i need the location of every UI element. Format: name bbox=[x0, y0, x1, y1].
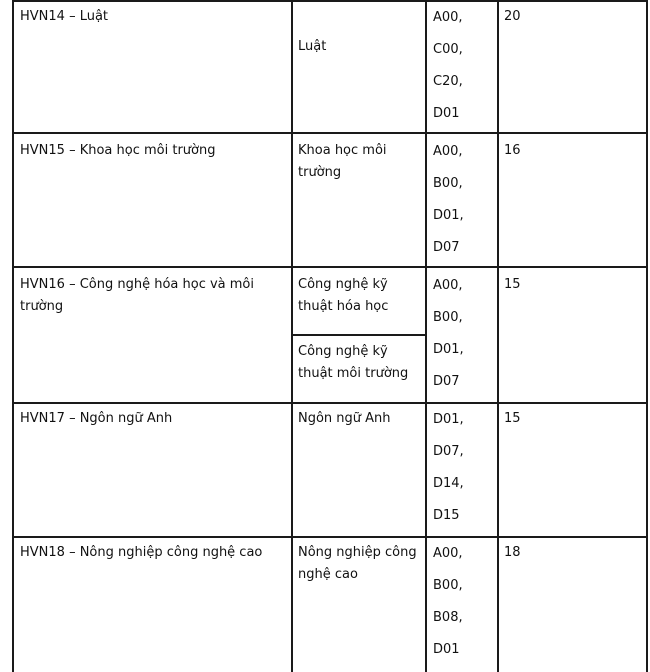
subject-code: D01 bbox=[433, 642, 460, 657]
program-cell: HVN14 – Luật bbox=[20, 9, 109, 24]
major-cell: Luật bbox=[298, 39, 327, 54]
score-cell: 18 bbox=[504, 545, 521, 560]
subject-code: C00, bbox=[433, 42, 463, 57]
subject-code: C20, bbox=[433, 74, 463, 89]
subject-code: A00, bbox=[433, 546, 463, 561]
subject-combo-cell bbox=[433, 538, 463, 666]
subject-code: B08, bbox=[433, 610, 463, 625]
subject-combo-cell bbox=[433, 136, 464, 264]
score-cell: 15 bbox=[504, 411, 521, 426]
subject-code: A00, bbox=[433, 10, 463, 25]
subject-code: A00, bbox=[433, 144, 463, 159]
subject-combo-cell bbox=[433, 404, 464, 532]
subject-code: D01, bbox=[433, 412, 464, 427]
score-cell: 16 bbox=[504, 143, 521, 158]
subject-code: D15 bbox=[433, 508, 460, 523]
subject-code: D01, bbox=[433, 208, 464, 223]
subject-code: D01 bbox=[433, 106, 460, 121]
major-cell: Khoa học môi trường bbox=[298, 143, 387, 180]
subject-code: B00, bbox=[433, 176, 463, 191]
major-cell: Công nghệ kỹ thuật môi trường bbox=[298, 344, 409, 381]
subject-code: D07 bbox=[433, 374, 460, 389]
major-cell: Công nghệ kỹ thuật hóa học bbox=[298, 277, 389, 314]
major-cell: Nông nghiệp công nghệ cao bbox=[298, 545, 417, 582]
subject-code: B00, bbox=[433, 578, 463, 593]
score-cell: 15 bbox=[504, 277, 521, 292]
subject-code: A00, bbox=[433, 278, 463, 293]
program-cell: HVN16 – Công nghệ hóa học và môi trường bbox=[20, 277, 254, 314]
subject-code: D07 bbox=[433, 240, 460, 255]
subject-combo-cell bbox=[433, 2, 463, 130]
major-cell: Ngôn ngữ Anh bbox=[298, 411, 391, 426]
program-cell: HVN18 – Nông nghiệp công nghệ cao bbox=[20, 545, 263, 560]
subject-code: D14, bbox=[433, 476, 464, 491]
subject-code: D01, bbox=[433, 342, 464, 357]
score-cell: 20 bbox=[504, 9, 521, 24]
subject-combo-cell bbox=[433, 270, 464, 398]
program-cell: HVN17 – Ngôn ngữ Anh bbox=[20, 411, 173, 426]
subject-code: B00, bbox=[433, 310, 463, 325]
program-cell: HVN15 – Khoa học môi trường bbox=[20, 143, 216, 158]
subject-code: D07, bbox=[433, 444, 464, 459]
